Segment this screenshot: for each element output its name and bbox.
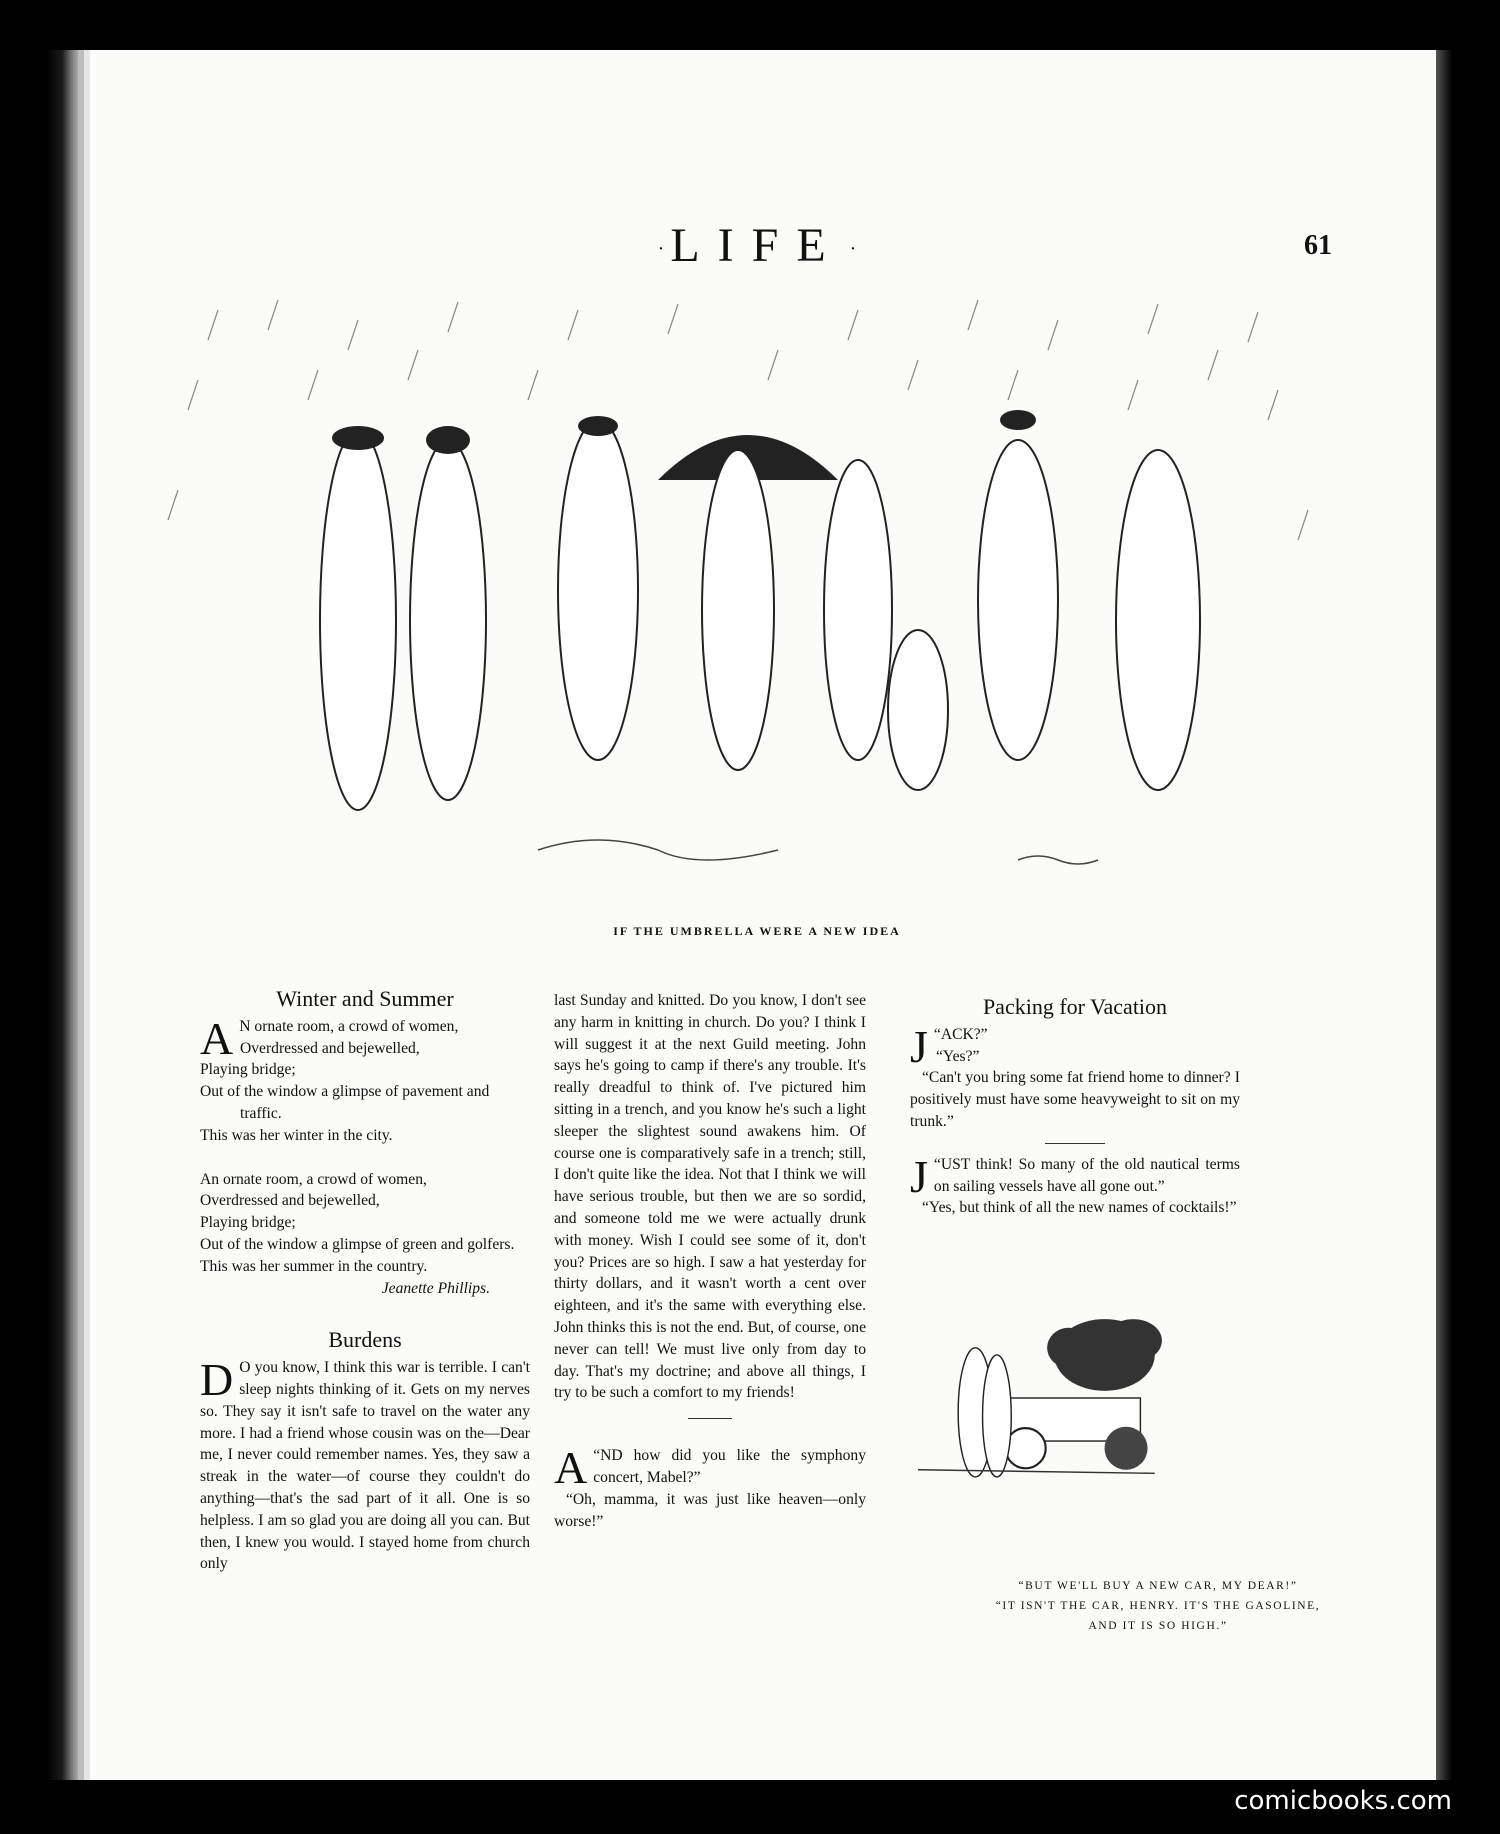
winter-summer-title: Winter and Summer [276,986,454,1011]
burning-car-illustration [918,1278,1248,1518]
drop-cap: A [554,1442,588,1494]
winter-summer-poem: A N ornate room, a crowd of women, Overdressed and bejewelled, Playing bridge; Out of the window a glimpse of pavement and traffic. This was her winter in the city. An ornate room, a crowd of women, Overdressed and bejewelled, Playing bridge; Out of the window a glimpse of green and golfers. This was her summer in the country. Jeanette Phillips. [200,1016,530,1300]
nautical-joke: “ J UST think! So many of the old nautical terms on sailing vessels have all gone out.” [910,1150,1240,1202]
masthead: · LIFE · [657,219,857,272]
column-1 [200,988,530,1575]
burdens-title: Burdens [328,1327,402,1353]
burdens-text: D O you know, I think this war is terrible. I can't sleep nights thinking of it. Gets on my nerves so. They say it isn't safe to travel on the water any more. I had a friend whose cousin was on the—Dear me, I never could remember names. Yes, they saw a streak in the water—of course they couldn't do anything—that's the sad part of it all. One is so helpless. I am so glad you are doing all you can. But then, I knew you would. I stayed home from church only [200,1354,530,1573]
umbrella-cartoon-illustration [158,290,1348,910]
column-3: Packing for Vacation “ J ACK?” “Yes?” “Can't you bring some fat friend home to dinner? I positively must have some heavyweight to sit on my trunk.” “ J UST think! So many of the old nautical terms on sailing vessels have all gone out.” “Yes, but think of all the new names of cocktails!” [910,994,1240,1217]
drop-cap: A [200,1012,234,1064]
author-signature: Jeanette Phillips. [381,1279,490,1297]
column-2: last Sunday and knitted. Do you know, I don't see any harm in knitting in church. Do you? I think I will suggest it at the next Guild meeting. John says he's going to camp if there's any trouble. It's really dreadful to think of. I've pictured him sitting in a trench, and you know he's such a light sleeper the slightest sound awakens him. Of course one is comparatively safe in a trench; still, I don't quite like the idea. Not that I think we will have serious trouble, but then we are so sordid, and someone told me we were actually drunk with money. Wish I could see some of it, don't you? Prices are so high. I saw a hat yesterday for thirty dollars, and it wasn't worth a cent over eighteen, and it's the same with everything else. John thinks this is not the end. But, of course, one never can tell! We must live only from day to day. That's my doctrine; and above all things, I try to be such a comfort to my friends! “ A ND how did you like the symphony concert, Mabel?” “Oh, mamma, it was just like heaven—only worse!” [554,992,866,1530]
jack-joke: “ J ACK?” [910,1020,988,1072]
drop-cap: D [200,1354,234,1406]
drop-cap: J [910,1020,928,1072]
symphony-joke: “ A ND how did you like the symphony concert, Mabel?” [554,1442,866,1494]
divider [1045,1143,1105,1144]
packing-title: Packing for Vacation [982,994,1168,1019]
car-caption: “BUT WE'LL BUY A NEW CAR, MY DEAR!” “IT ISN'T THE CAR, HENRY. IT'S THE GASOLINE, AND IT IS SO HIGH.” [995,1580,1321,1632]
divider [688,1418,732,1419]
page-number: 61 [1304,230,1332,261]
drop-cap: J [910,1150,928,1202]
site-watermark: comicbooks.com [1234,1786,1452,1816]
illustration-caption: IF THE UMBRELLA WERE A NEW IDEA [613,924,901,938]
magazine-page [78,50,1436,1780]
page-edge [1436,50,1452,1780]
burdens-continued: last Sunday and knitted. Do you know, I don't see any harm in knitting in church. Do you? I think I will suggest it at the next Guild meeting. John says he's going to camp if there's any trouble. It's really dreadful to think of. I've pictured him sitting in a trench, and you know he's such a light sleeper the slightest sound awakens him. Of course one is comparatively safe in a trench; still, I don't quite like the idea. Not that I think we will have serious trouble, but then we are so sordid, and someone told me we were actually drunk with money. Wish I could see some of it, don't you? Prices are so high. I saw a hat yesterday for thirty dollars, and it wasn't worth a cent over eighteen, and it's the same with everything else. John thinks this is not the end. But, of course, one never can tell! We must live only from day to day. That's my doctrine; and above all things, I try to be such a comfort to my friends! [554,992,866,1402]
